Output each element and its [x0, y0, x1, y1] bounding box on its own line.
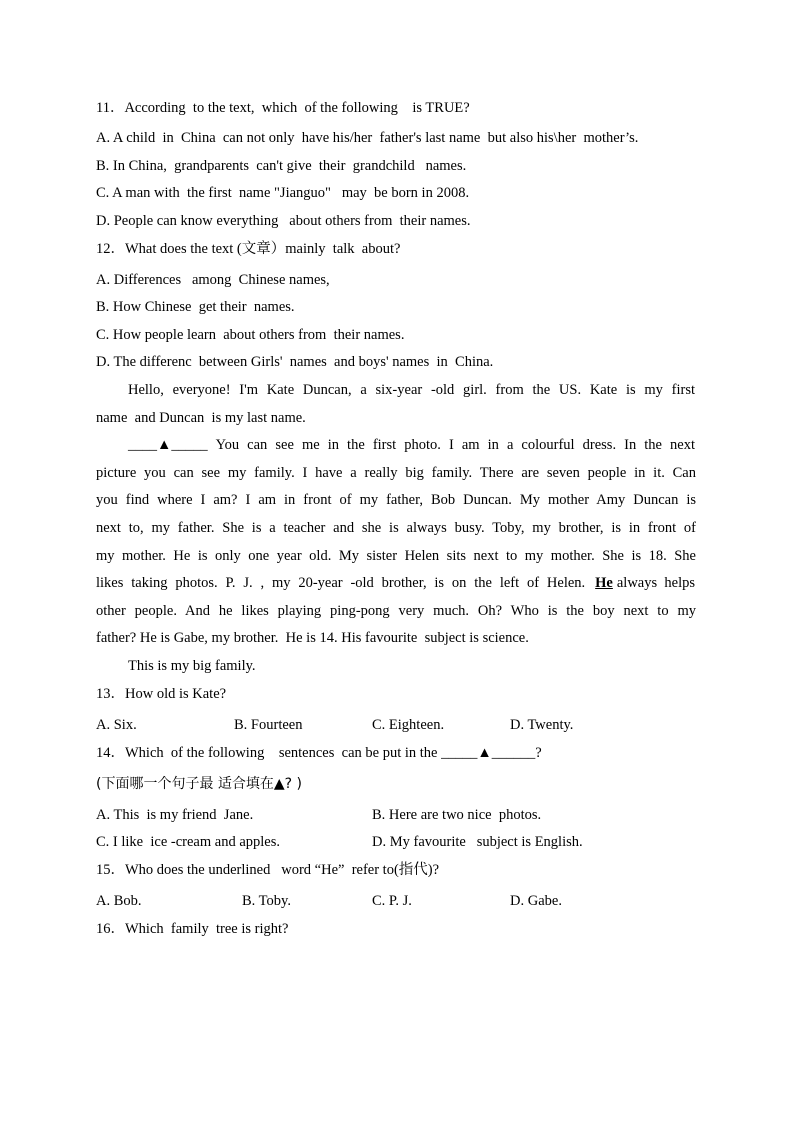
q16-stem: 16．Which family tree is right?: [96, 921, 289, 937]
q13-stem: 13．How old is Kate?: [96, 686, 227, 702]
passage-line-11: This is my big family.: [128, 658, 256, 674]
passage-blank: ____▲_____: [128, 437, 208, 453]
q11-stem: 11．According to the text, which of the following is TRUE?: [96, 100, 470, 116]
q12-option-a: A. Differences among Chinese names,: [96, 272, 330, 288]
q13-option-c: C. Eighteen.: [372, 717, 445, 733]
q15-option-d: D. Gabe.: [510, 893, 562, 909]
q12-option-c: C. How people learn about others from their names.: [96, 327, 405, 343]
passage-line-8-start: likes taking photos. P. J. , my 20-year -old brother, is on the left of Helen.: [96, 575, 586, 591]
underlined-he: He: [595, 575, 613, 591]
passage-line-9: other people. And he likes playing ping-pong very much. Oh? Who is the boy next to my: [96, 603, 696, 619]
passage-line-5: you find where I am? I am in front of my father, Bob Duncan. My mother Amy Duncan is: [96, 492, 696, 508]
passage-line-1: Hello, everyone! I'm Kate Duncan, a six-year -old girl. from the US. Kate is my first: [128, 382, 695, 398]
q14-stem: 14．Which of the following sentences can be put in the _____▲______?: [96, 745, 542, 761]
passage-line-4: picture you can see my family. I have a really big family. There are seven people in it. Can: [96, 465, 696, 481]
passage-line-2: name and Duncan is my last name.: [96, 410, 306, 426]
passage-line-3-text: You can see me in the first photo. I am in a colourful dress. In the next: [215, 437, 695, 453]
passage-line-7: my mother. He is only one year old. My sister Helen sits next to my mother. She is 18. She: [96, 548, 696, 564]
q11-option-d: D. People can know everything about others from their names.: [96, 213, 471, 229]
passage-line-3: [128, 436, 695, 454]
q13-option-d: D. Twenty.: [510, 717, 574, 733]
q11-option-b: B. In China, grandparents can't give their grandchild names.: [96, 158, 467, 174]
q13-option-a: A. Six.: [96, 717, 137, 733]
q12-stem: 12．What does the text (文章）mainly talk about?: [96, 241, 401, 257]
q14-option-b: B. Here are two nice photos.: [372, 807, 542, 823]
q15-option-b: B. Toby.: [242, 893, 291, 909]
q15-option-c: C. P. J.: [372, 893, 412, 909]
q11-option-a: A. A child in China can not only have his/her father's last name but also his\her mother’s.: [96, 130, 639, 146]
q15-stem: 15．Who does the underlined word “He” refer to(指代)?: [96, 862, 440, 878]
q12-option-d: D. The differenc between Girls' names and boys' names in China.: [96, 354, 494, 370]
q15-option-a: A. Bob.: [96, 893, 142, 909]
q12-option-b: B. How Chinese get their names.: [96, 299, 295, 315]
passage-line-8-end: always helps: [616, 575, 695, 591]
passage-line-10: father? He is Gabe, my brother. He is 14. His favourite subject is science.: [96, 630, 529, 646]
q11-option-c: C. A man with the first name "Jianguo" may be born in 2008.: [96, 185, 470, 201]
passage-line-6: next to, my father. She is a teacher and she is always busy. Toby, my brother, is in front of: [96, 520, 696, 536]
passage-line-8: [96, 574, 695, 592]
q14-option-c: C. I like ice -cream and apples.: [96, 834, 280, 850]
q14-option-a: A. This is my friend Jane.: [96, 807, 254, 823]
q14-note: (下面哪一个句子最 适合填在▲? ): [96, 776, 303, 792]
q14-option-d: D. My favourite subject is English.: [372, 834, 583, 850]
q13-option-b: B. Fourteen: [234, 717, 303, 733]
